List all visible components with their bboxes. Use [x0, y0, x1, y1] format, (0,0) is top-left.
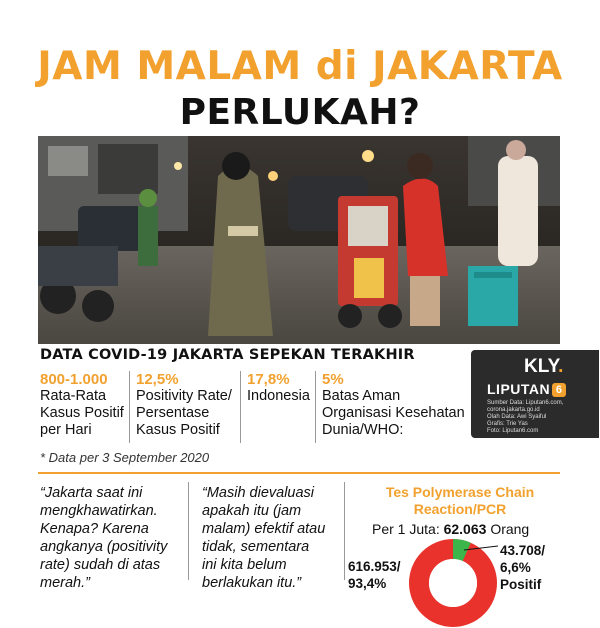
credits: Sumber Data: Liputan6.com, corona.jakarta.go.id Olah Data: Awi Syaiful Grafis: Trie Yas Foto: Liputan6.com	[487, 400, 564, 434]
stat-value: 800-1.000	[40, 371, 108, 388]
per-juta: Per 1 Juta: 62.063 Orang	[372, 521, 530, 537]
stat-rata-rata	[34, 371, 126, 443]
tes-pcr-title: Tes Polymerase Chain Reaction/PCR	[385, 484, 535, 517]
street-photo	[38, 136, 560, 344]
stat-label: Batas Aman Organisasi Kesehatan Dunia/WHO:	[322, 388, 465, 438]
section-title: DATA COVID-19 JAKARTA SEPEKAN TERAKHIR	[40, 347, 415, 363]
negative-value: 616.953/ 93,4%	[348, 559, 401, 591]
stat-value: 12,5%	[136, 371, 179, 388]
donut-hole	[429, 559, 477, 607]
divider-line	[344, 482, 345, 580]
quote-2: “Masih dievaluasi apakah itu (jam malam) efektif atau tidak, sementara ini kita belum berlakukan itu.”	[202, 485, 326, 591]
stat-label: Positivity Rate/ Persentase Kasus Positif	[136, 388, 232, 438]
stat-who	[315, 371, 472, 443]
liputan6-logo: LIPUTAN 6	[487, 381, 566, 397]
quote-1: “Jakarta saat ini mengkhawatirkan. Kenapa? Karena angkanya (positivity rate) sudah di atas merah.”	[40, 485, 168, 591]
stat-positivity-rate	[129, 371, 240, 443]
stat-indonesia	[240, 371, 313, 443]
positive-value: 43.708/ 6,6% Positif	[500, 543, 546, 592]
stat-label: Rata-Rata Kasus Positif per Hari	[40, 388, 124, 438]
title-line-2: PERLUKAH?	[179, 92, 421, 133]
divider	[38, 472, 560, 474]
pcr-donut-chart	[408, 538, 498, 628]
title-line-1: JAM MALAM di JAKARTA	[37, 44, 563, 89]
stat-value: 17,8%	[247, 371, 290, 388]
kly-liputan6-logo	[471, 350, 599, 438]
kly-logo: KLY.	[524, 356, 564, 377]
divider-line	[188, 482, 189, 580]
footnote: * Data per 3 September 2020	[40, 450, 210, 465]
stat-value: 5%	[322, 371, 344, 388]
stat-label: Indonesia	[247, 388, 310, 404]
